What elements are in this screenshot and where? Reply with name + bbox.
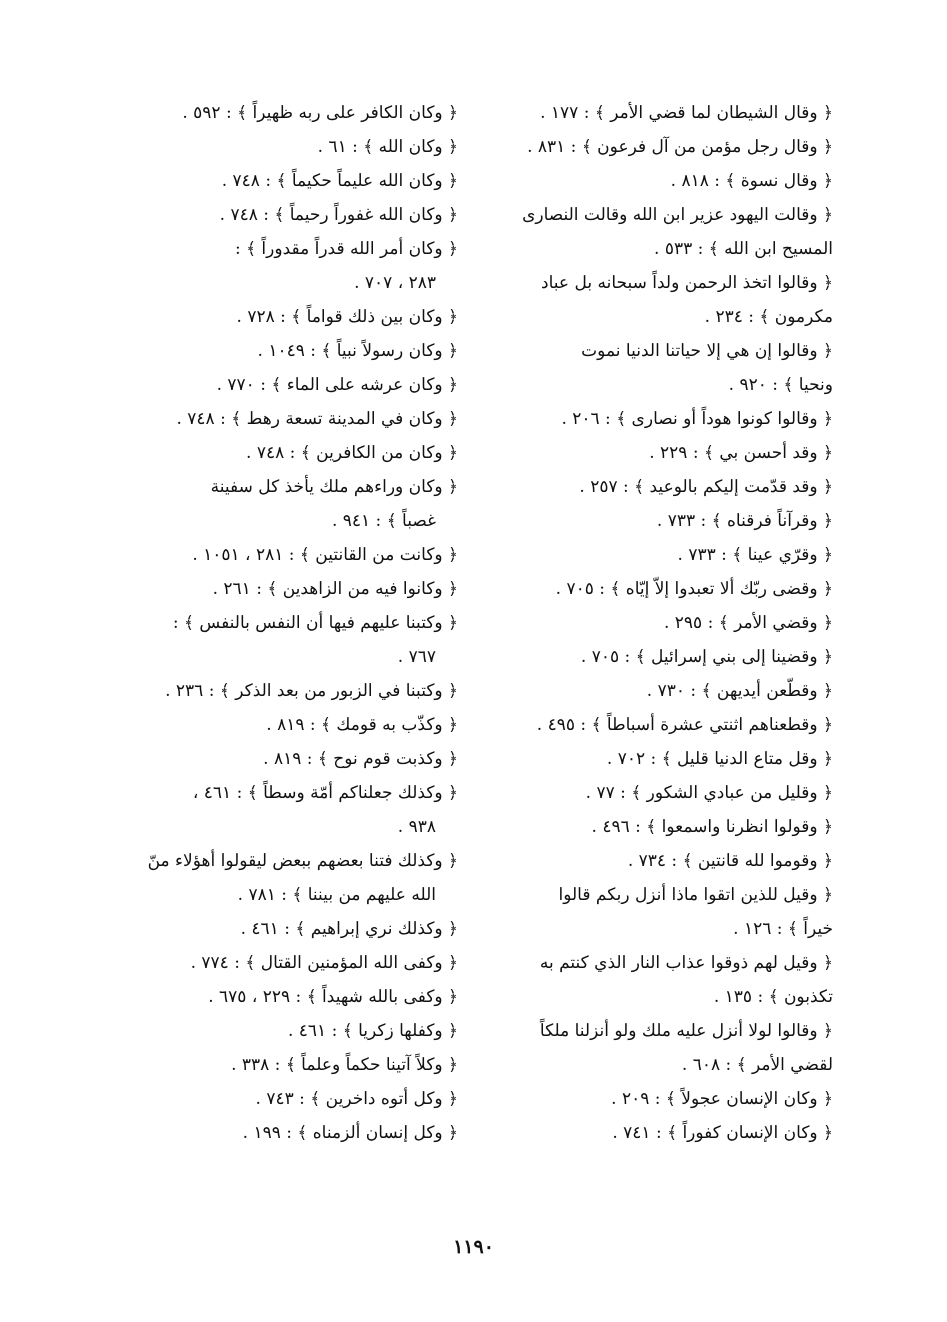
index-entry-line: ﴿ وكفى بالله شهيداً ﴾ : ٢٢٩ ، ٦٧٥ . [208,987,458,1007]
index-entry-line: خيراً ﴾ : ١٢٦ . [733,919,833,939]
index-entry-line: ﴿ وكتبنا في الزبور من بعد الذكر ﴾ : ٢٣٦ . [165,681,458,701]
index-entry-line: ونحيا ﴾ : ٩٢٠ . [728,375,833,395]
index-entry-line: مكرمون ﴾ : ٢٣٤ . [704,307,833,327]
index-entry-line: ﴿ وقد قدّمت إليكم بالوعيد ﴾ : ٢٥٧ . [579,477,833,497]
index-entry-line: ﴿ وكان في المدينة تسعة رهط ﴾ : ٧٤٨ . [176,409,458,429]
index-entry-line: ﴿ وقد أحسن بي ﴾ : ٢٢٩ . [649,443,833,463]
index-entry-line: ﴿ وقالوا لولا أنزل عليه ملك ولو أنزلنا ملكاً [539,1021,833,1041]
right-column [478,96,833,1150]
index-entry-line: ﴿ وقضي الأمر ﴾ : ٢٩٥ . [663,613,833,633]
index-entry-line: ﴿ وكان أمر الله قدراً مقدوراً ﴾ : [234,239,458,259]
index-entry-line: ﴿ وكان الله عليماً حكيماً ﴾ : ٧٤٨ . [221,171,458,191]
index-entry-line: ﴿ وقضى ربّك ألا تعبدوا إلاّ إيّاه ﴾ : ٧٠٥ . [555,579,833,599]
index-entry-line: ﴿ وكتبنا عليهم فيها أن النفس بالنفس ﴾ : [172,613,458,633]
index-entry-line: ﴿ وقطّعن أيديهن ﴾ : ٧٣٠ . [646,681,833,701]
index-entry-line: ﴿ وكفلها زكريا ﴾ : ٤٦١ . [287,1021,458,1041]
index-entry-line: ٩٣٨ . [397,817,436,837]
index-entry-line: ﴿ وكانت من القانتين ﴾ : ٢٨١ ، ١٠٥١ . [192,545,458,565]
index-entry-line: ﴿ وكان الله غفوراً رحيماً ﴾ : ٧٤٨ . [219,205,458,225]
index-entry-line: ﴿ وكذلك فتنا بعضهم ببعض ليقولوا أهؤلاء منّ [147,851,458,871]
index-entry-line: ﴿ وقولوا انظرنا واسمعوا ﴾ : ٤٩٦ . [591,817,833,837]
index-entry-line: ٢٨٣ ، ٧٠٧ . [354,273,436,293]
index-entry-line: لقضي الأمر ﴾ : ٦٠٨ . [681,1055,833,1075]
index-entry-line: ٧٦٧ . [397,647,436,667]
index-entry-line: ﴿ وكان الإنسان كفوراً ﴾ : ٧٤١ . [612,1123,833,1143]
index-entry-line: ﴿ وقيل لهم ذوقوا عذاب النار الذي كنتم به [539,953,833,973]
index-entry-line: ﴿ وكذّب به قومك ﴾ : ٨١٩ . [266,715,458,735]
index-entry-line: ﴿ وقليل من عبادي الشكور ﴾ : ٧٧ . [585,783,833,803]
index-entry-line: ﴿ وكانوا فيه من الزاهدين ﴾ : ٢٦١ . [212,579,458,599]
index-entry-line: ﴿ وكان وراءهم ملك يأخذ كل سفينة [210,477,458,497]
index-entry-line: ﴿ وكان الله ﴾ : ٦١ . [317,137,458,157]
index-entry-line: ﴿ وقرّي عينا ﴾ : ٧٣٣ . [677,545,833,565]
index-entry-line: ﴿ وقال رجل مؤمن من آل فرعون ﴾ : ٨٣١ . [527,137,833,157]
index-entry-line: ﴿ وكلاً آتينا حكماً وعلماً ﴾ : ٣٣٨ . [231,1055,458,1075]
index-entry-line: ﴿ وكان الإنسان عجولاً ﴾ : ٢٠٩ . [611,1089,833,1109]
index-entry-line: ﴿ وقيل للذين اتقوا ماذا أنزل ربكم قالوا [558,885,833,905]
left-column [103,96,458,1150]
index-entry-line: ﴿ وقالوا إن هي إلا حياتنا الدنيا نموت [581,341,833,361]
index-entry-line: ﴿ وقضينا إلى بني إسرائيل ﴾ : ٧٠٥ . [580,647,833,667]
index-entry-line: ﴿ وقوموا لله قانتين ﴾ : ٧٣٤ . [627,851,833,871]
index-entry-line: ﴿ وكان الكافر على ربه ظهيراً ﴾ : ٥٩٢ . [182,103,458,123]
index-entry-line: ﴿ وكذلك نري إبراهيم ﴾ : ٤٦١ . [240,919,458,939]
index-entry-line: ﴿ وقالوا كونوا هوداً أو نصارى ﴾ : ٢٠٦ . [561,409,833,429]
index-entry-line: ﴿ وكذبت قوم نوح ﴾ : ٨١٩ . [263,749,458,769]
index-entry-line: ﴿ وقرآناً فرقناه ﴾ : ٧٣٣ . [656,511,833,531]
index-entry-line: ﴿ وقال الشيطان لما قضي الأمر ﴾ : ١٧٧ . [540,103,833,123]
index-entry-line: غصباً ﴾ : ٩٤١ . [331,511,436,531]
index-entry-line: ﴿ وقال نسوة ﴾ : ٨١٨ . [670,171,833,191]
index-entry-line: ﴿ وكان عرشه على الماء ﴾ : ٧٧٠ . [216,375,458,395]
index-entry-line: ﴿ وكذلك جعلناكم أمّة وسطاً ﴾ : ٤٦١ ، [192,783,458,803]
index-entry-line: ﴿ وكل إنسان ألزمناه ﴾ : ١٩٩ . [242,1123,458,1143]
index-entry-line: تكذبون ﴾ : ١٣٥ . [713,987,833,1007]
index-entry-line: ﴿ وكان بين ذلك قواماً ﴾ : ٧٢٨ . [236,307,458,327]
index-entry-line: ﴿ وكل أتوه داخرين ﴾ : ٧٤٣ . [255,1089,458,1109]
index-entry-line: ﴿ وقطعناهم اثنتي عشرة أسباطاً ﴾ : ٤٩٥ . [536,715,833,735]
index-entry-line: ﴿ وقل متاع الدنيا قليل ﴾ : ٧٠٢ . [606,749,833,769]
page-number: ١١٩٠ [453,1236,494,1258]
index-entry-line: ﴿ وقالت اليهود عزير ابن الله وقالت النصارى [522,205,833,225]
index-entry-line: ﴿ وكفى الله المؤمنين القتال ﴾ : ٧٧٤ . [190,953,458,973]
index-entry-line: ﴿ وقالوا اتخذ الرحمن ولداً سبحانه بل عباد [541,273,833,293]
index-entry-line: الله عليهم من بيننا ﴾ : ٧٨١ . [237,885,436,905]
index-entry-line: ﴿ وكان من الكافرين ﴾ : ٧٤٨ . [246,443,458,463]
index-entry-line: ﴿ وكان رسولاً نبياً ﴾ : ١٠٤٩ . [257,341,458,361]
index-entry-line: المسيح ابن الله ﴾ : ٥٣٣ . [654,239,833,259]
